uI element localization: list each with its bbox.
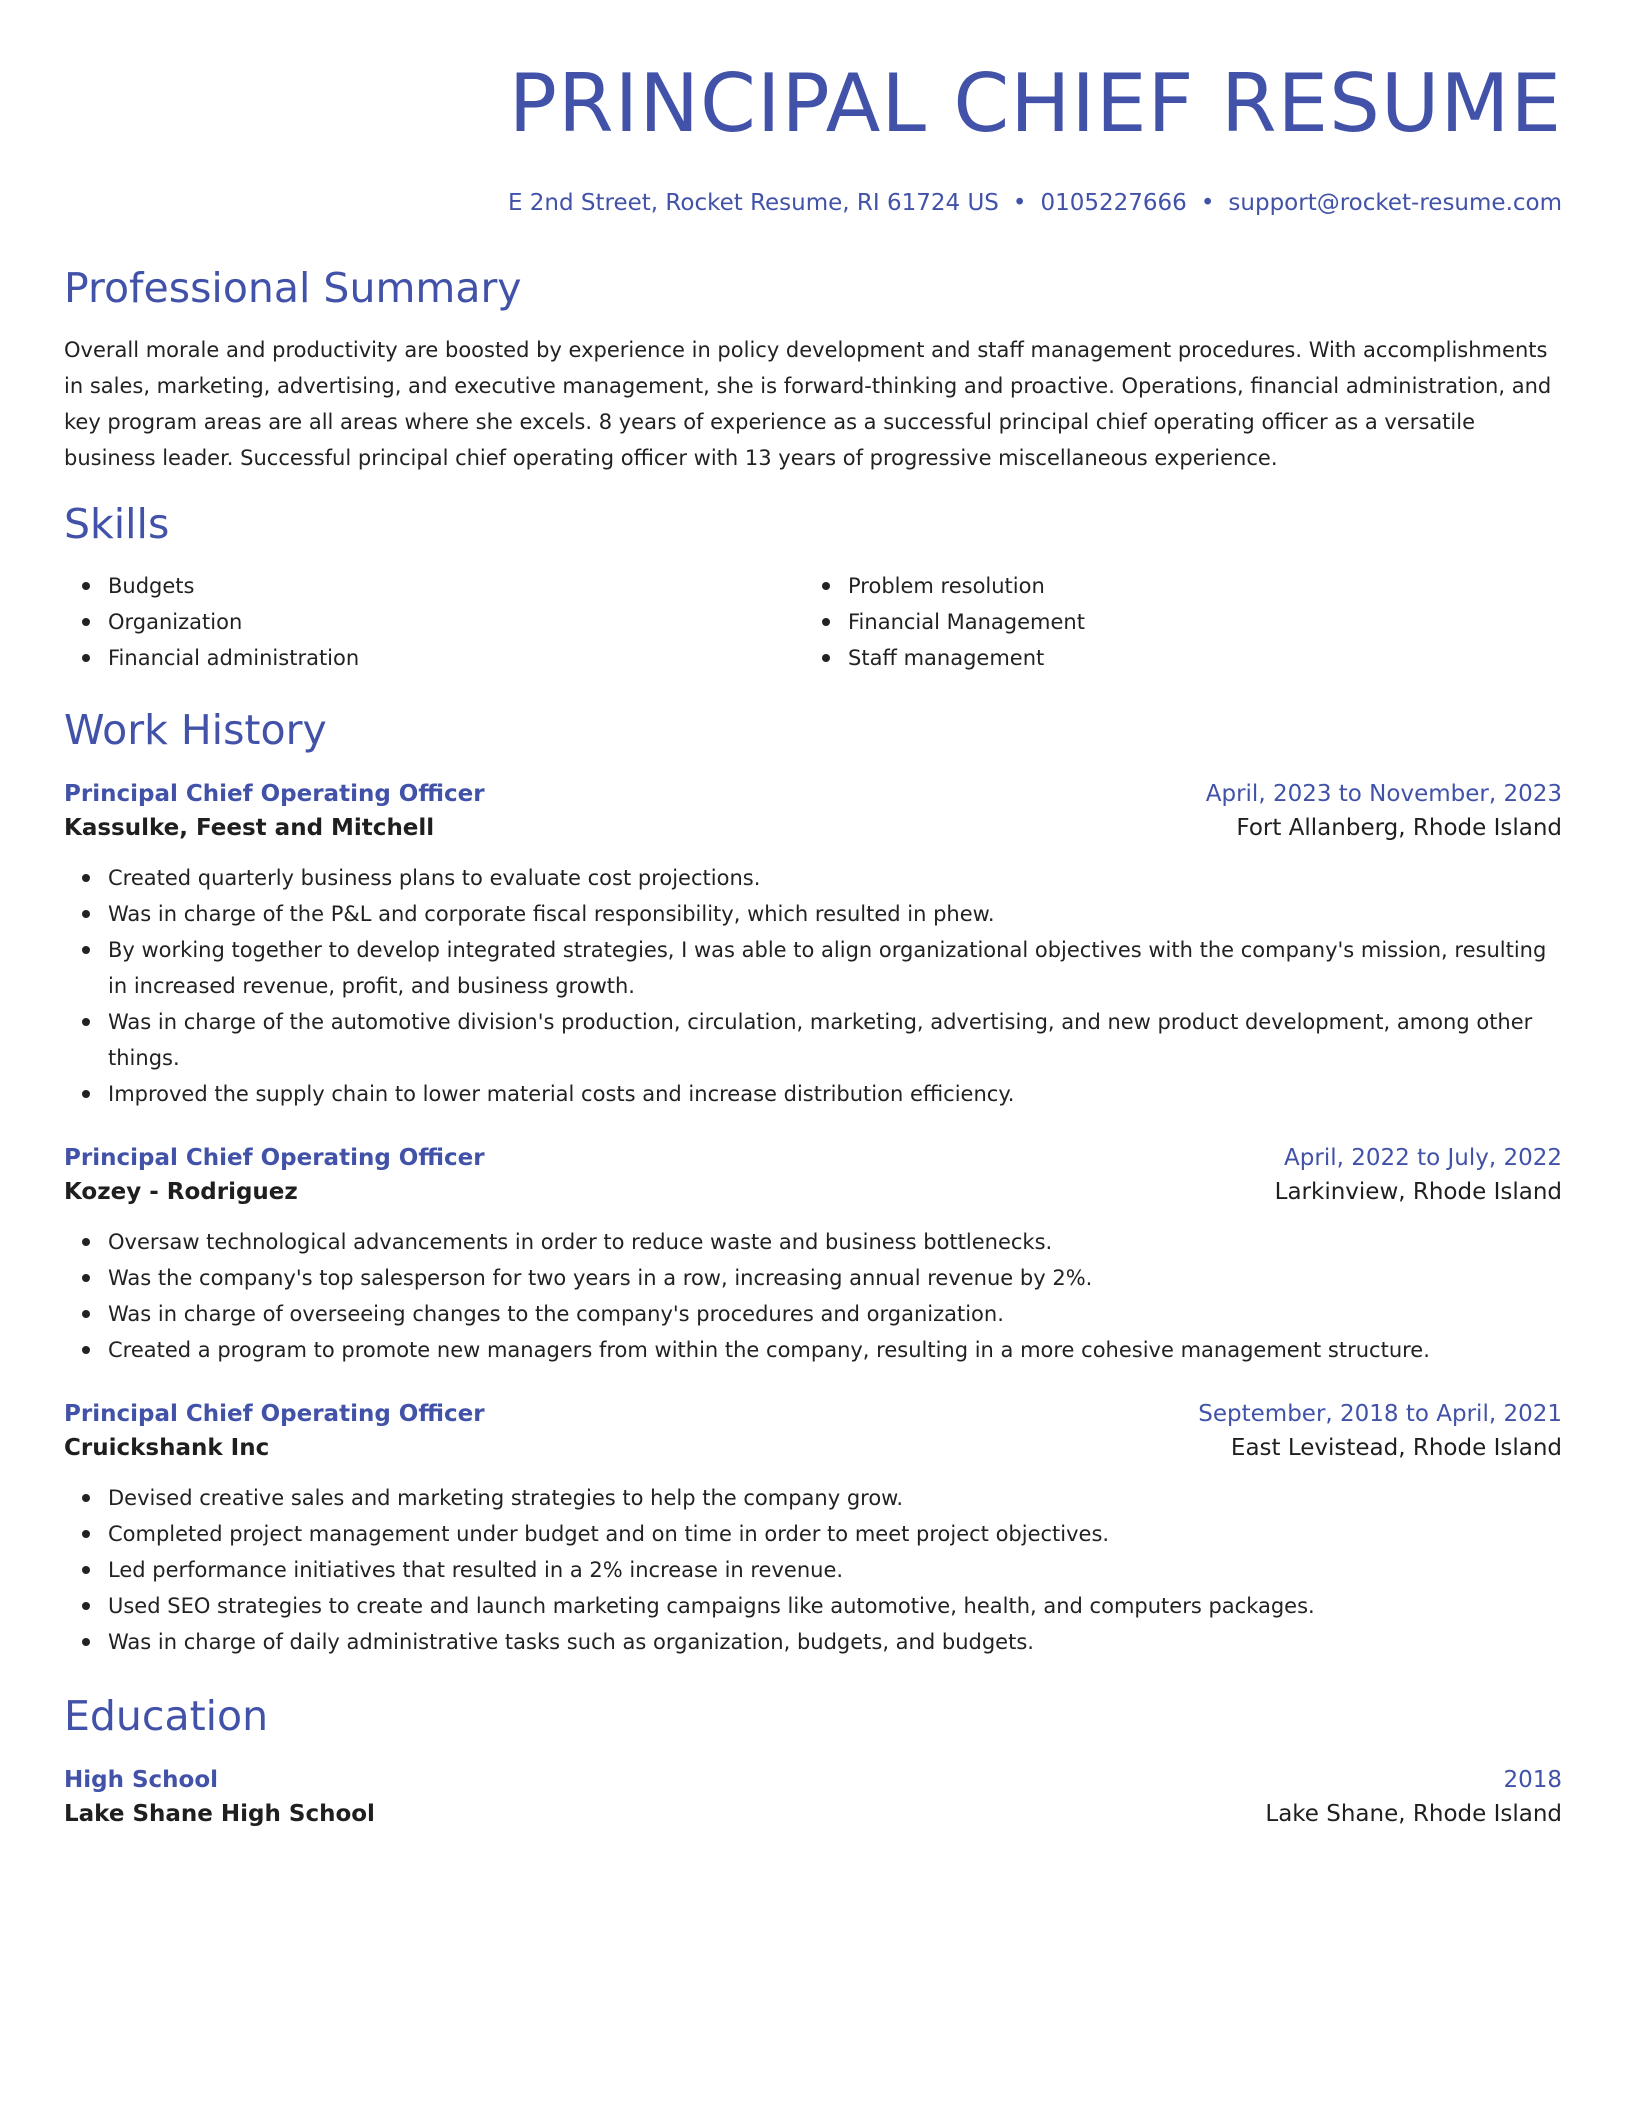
skills-list [64,568,804,676]
education-degree: High School [64,1767,219,1793]
job-bullet: Was in charge of overseeing changes to the company's procedures and organization. [108,1296,1562,1332]
job-bullet: Was in charge of the automotive division's production, circulation, marketing, advertising, and new product development, among other things. [108,1004,1562,1076]
skills-heading: Skills [64,500,170,548]
contact-address: E 2nd Street, Rocket Resume, RI 61724 US [507,190,999,216]
contact-line [64,188,1562,218]
job-bullets [64,1480,1562,1660]
education-school-row [64,1796,1562,1832]
job-header-row [64,778,1562,810]
skill-item: Staff management [848,640,1544,676]
job-location: Fort Allanberg, Rhode Island [1236,815,1562,841]
job-bullets [64,860,1562,1112]
summary-text: Overall morale and productivity are boosted by experience in policy development and staff management procedures. With accomplishments in sales, marketing, advertising, and executive management, she is forward-thinking and proactive. Operations, financial administration, and key program areas are all areas where she excels. 8 years of experience as a successful principal chief operating officer as a versatile business leader. Successful principal chief operating officer with 13 years of progressive miscellaneous experience. [64,338,1552,470]
job-dates: September, 2018 to April, 2021 [1198,1401,1562,1427]
skills-list [804,568,1544,676]
job-company: Kassulke, Feest and Mitchell [64,815,435,841]
skills-grid [64,568,1562,676]
job-dates: April, 2022 to July, 2022 [1284,1145,1562,1171]
job-company-row [64,1174,1562,1210]
job-company-row [64,810,1562,846]
job-bullet: Led performance initiatives that resulted in a 2% increase in revenue. [108,1552,1562,1588]
skill-item: Financial Management [848,604,1544,640]
job-location: Larkinview, Rhode Island [1274,1179,1562,1205]
job-bullet: Was in charge of the P&L and corporate fiscal responsibility, which resulted in phew. [108,896,1562,932]
skill-item: Financial administration [108,640,804,676]
work-history-list [64,778,1562,1660]
education-year: 2018 [1503,1767,1562,1793]
job-bullet: Completed project management under budget and on time in order to meet project objectives. [108,1516,1562,1552]
job-bullet: Devised creative sales and marketing strategies to help the company grow. [108,1480,1562,1516]
job-company-row [64,1430,1562,1466]
contact-separator: • [1200,190,1215,216]
skills-column-left [64,568,804,676]
contact-phone: 0105227666 [1040,190,1187,216]
skills-column-right [804,568,1544,676]
job-bullet: By working together to develop integrated strategies, I was able to align organizational objectives with the company's mission, resulting in increased revenue, profit, and business growth. [108,932,1562,1004]
job-dates: April, 2023 to November, 2023 [1205,781,1562,807]
education-location: Lake Shane, Rhode Island [1265,1801,1562,1827]
job-header-row [64,1142,1562,1174]
skill-item: Budgets [108,568,804,604]
education-header-row [64,1764,1562,1796]
resume-name: PRINCIPAL CHIEF RESUME [508,57,1562,150]
job-title: Principal Chief Operating Officer [64,1145,485,1171]
job-company: Cruickshank Inc [64,1435,270,1461]
job-bullet: Oversaw technological advancements in order to reduce waste and business bottlenecks. [108,1224,1562,1260]
resume-page [64,0,1562,1832]
job-title: Principal Chief Operating Officer [64,781,485,807]
job-bullet: Created a program to promote new managers from within the company, resulting in a more cohesive management structure. [108,1332,1562,1368]
job-entry [64,1142,1562,1368]
skill-item: Problem resolution [848,568,1544,604]
job-bullet: Created quarterly business plans to evaluate cost projections. [108,860,1562,896]
resume-header [64,0,1562,218]
job-entry [64,1398,1562,1660]
job-bullet: Improved the supply chain to lower material costs and increase distribution efficiency. [108,1076,1562,1112]
work-history-heading: Work History [64,706,327,754]
job-title: Principal Chief Operating Officer [64,1401,485,1427]
contact-separator: • [1012,190,1027,216]
job-header-row [64,1398,1562,1430]
contact-email: support@rocket-resume.com [1228,190,1562,216]
education-entry [64,1764,1562,1832]
job-entry [64,778,1562,1112]
skill-item: Organization [108,604,804,640]
education-heading: Education [64,1692,269,1740]
job-bullet: Used SEO strategies to create and launch marketing campaigns like automotive, health, and computers packages. [108,1588,1562,1624]
education-school: Lake Shane High School [64,1801,375,1827]
job-location: East Levistead, Rhode Island [1230,1435,1562,1461]
job-company: Kozey - Rodriguez [64,1179,298,1205]
summary-heading: Professional Summary [64,264,522,312]
job-bullet: Was the company's top salesperson for two years in a row, increasing annual revenue by 2%. [108,1260,1562,1296]
job-bullet: Was in charge of daily administrative tasks such as organization, budgets, and budgets. [108,1624,1562,1660]
job-bullets [64,1224,1562,1368]
